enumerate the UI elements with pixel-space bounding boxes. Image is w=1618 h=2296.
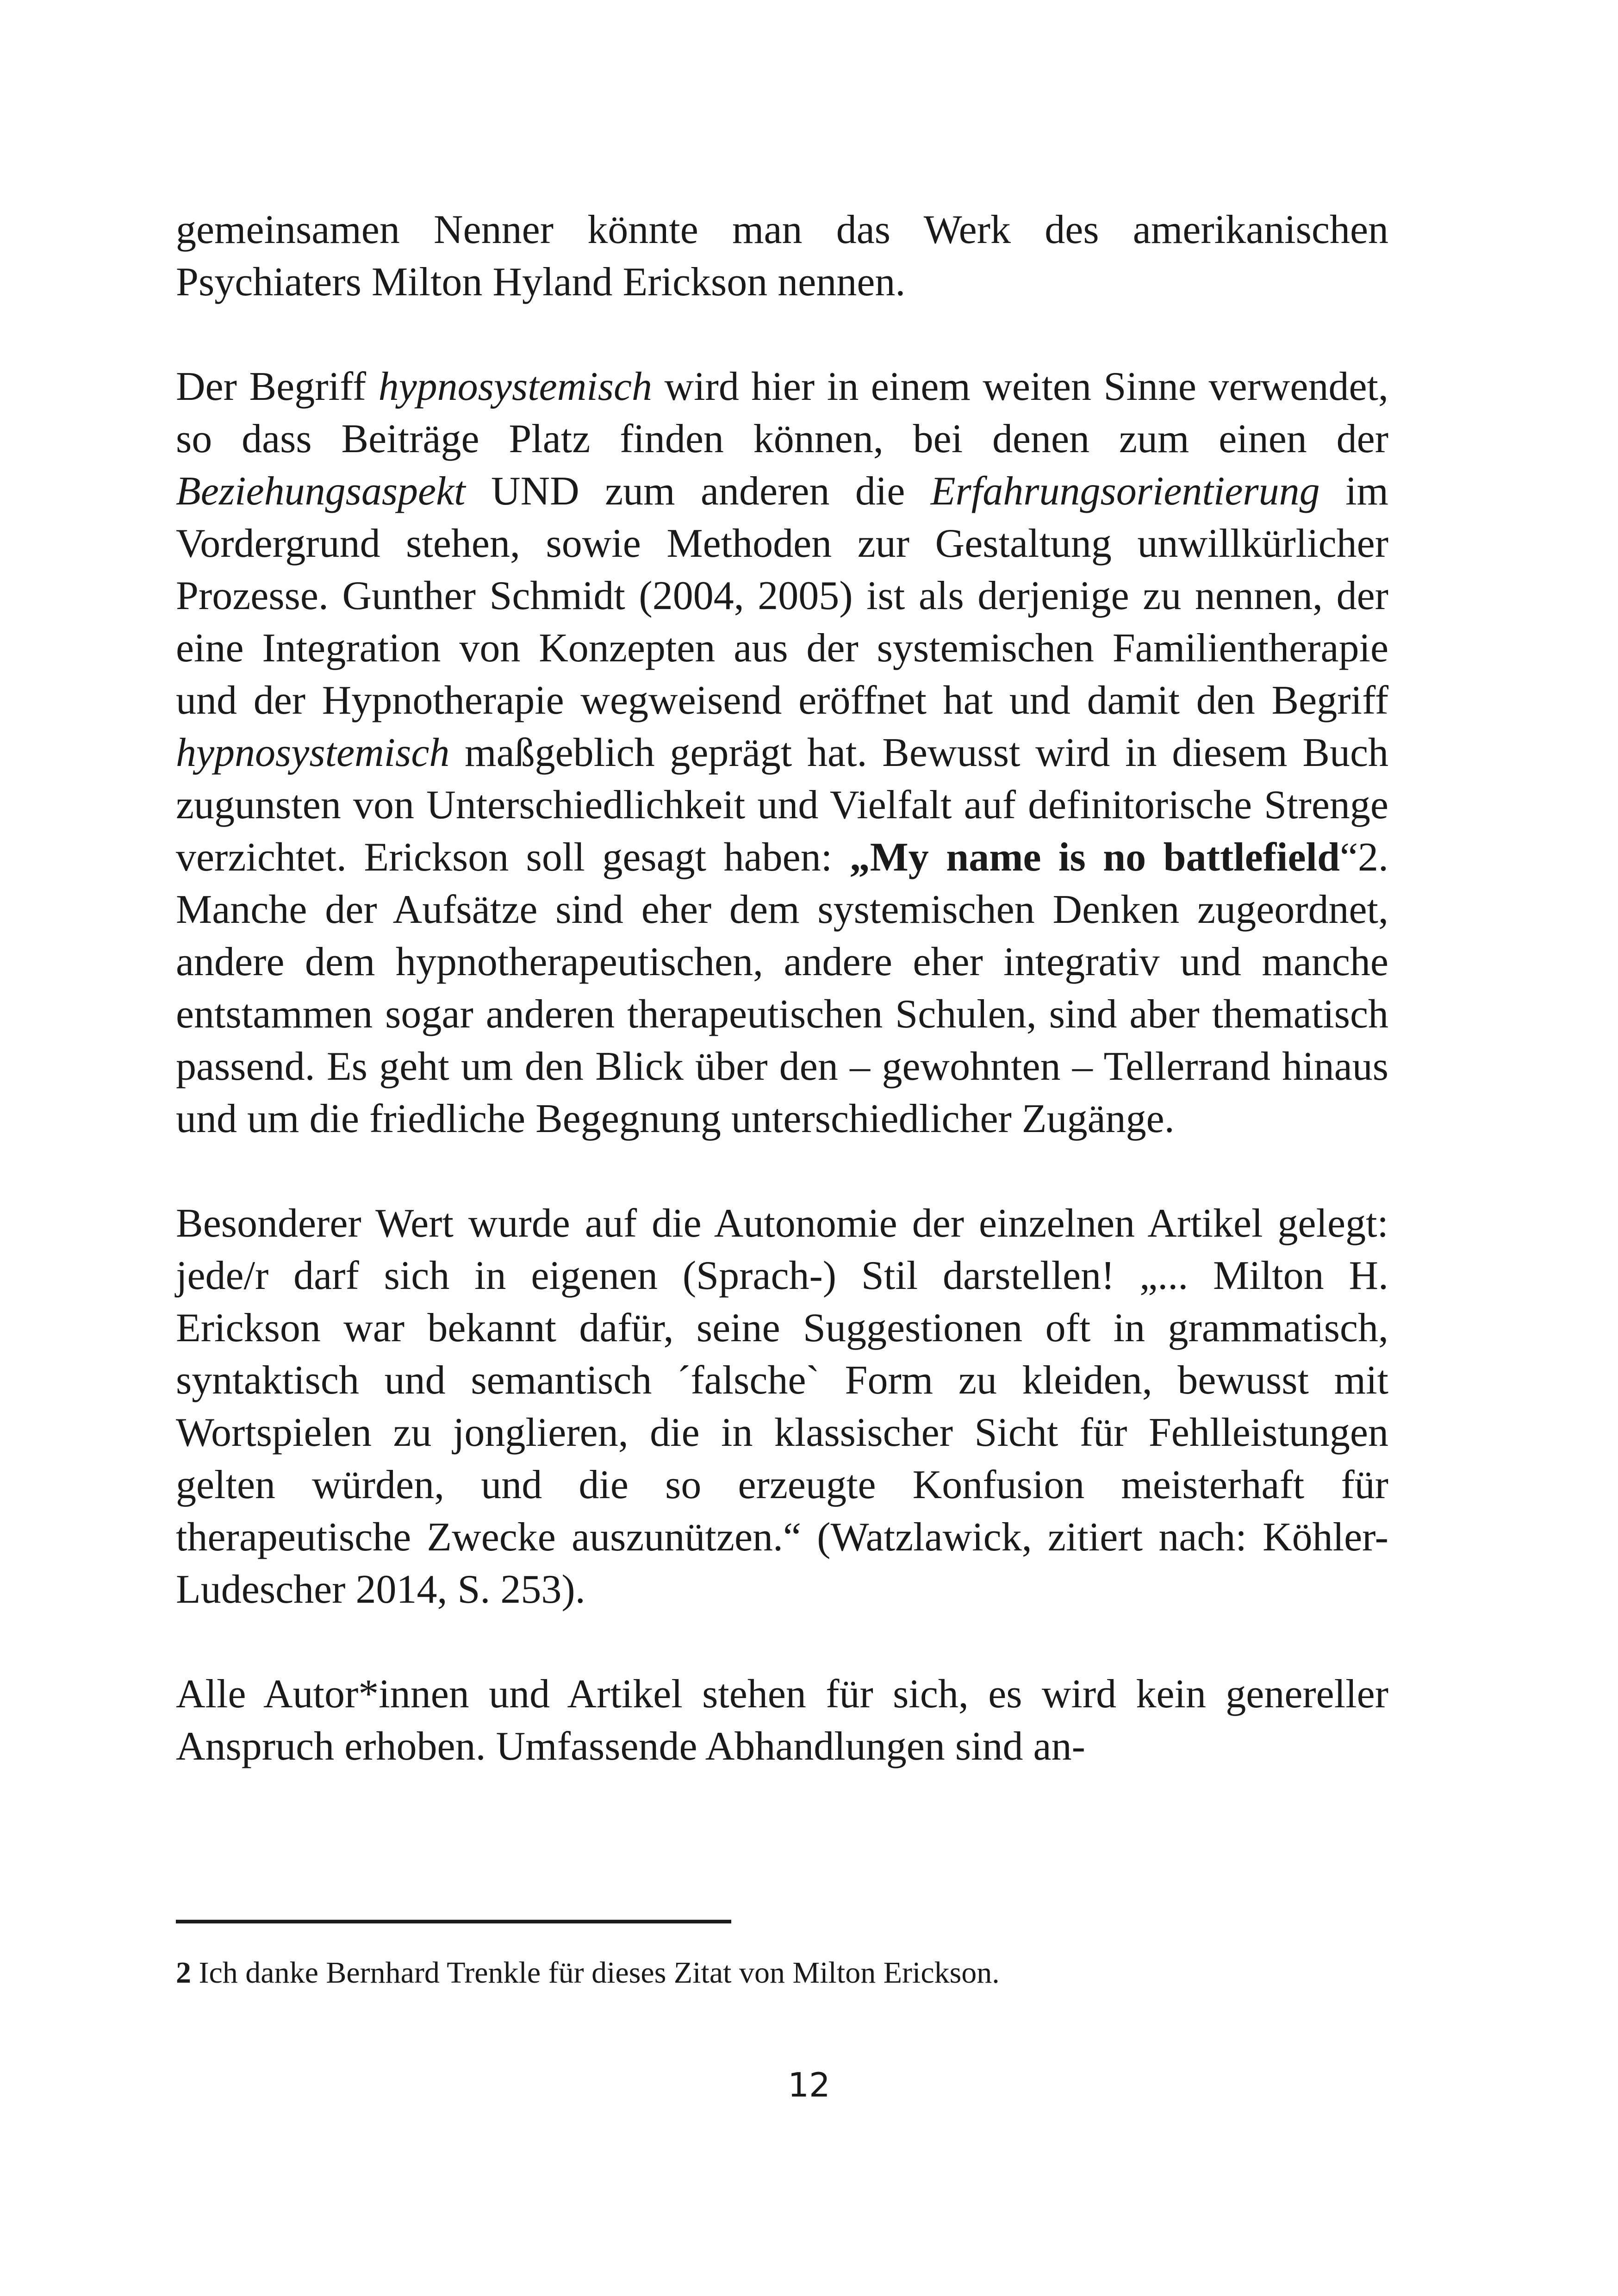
term-hypnosystemisch: hypnosystemisch [378,364,652,409]
footnote [176,1952,1388,1994]
paragraph-2-segment-1: Der Begriff [176,364,379,409]
paragraph-4-text: Alle Autor*innen und Artikel stehen für sich, es wird kein genereller Anspruch erhoben. Umfassende Abhandlungen sind an- [176,1672,1388,1769]
paragraph-2-segment-6: “2. Manche der Aufsätze sind eher dem systemischen Denken zugeordnet, andere dem hypnotherapeutischen, andere eher integrativ und manche entstammen sogar anderen therapeutischen Schulen, sind aber thematisch passend. Es geht um den Blick über den – gewohnten – Tellerrand hinaus und um die friedliche Begegnung unterschiedlicher Zugänge. [176,835,1388,1141]
paragraph-4 [176,1668,1388,1773]
footnote-text: Ich danke Bernhard Trenkle für dieses Zitat von Milton Erickson. [191,1956,1000,1990]
term-hypnosystemisch-2: hypnosystemisch [176,730,450,775]
paragraph-2-segment-5: maßgeblich geprägt hat. Bewusst wird in diesem Buch zugunsten von Unterschiedlichkeit und Vielfalt auf definitorische Strenge verzichtet. Erickson soll gesagt haben: [176,730,1388,880]
quote-battlefield: „My name is no battlefield [849,835,1340,880]
footnote-divider [176,1920,731,1923]
paragraph-1-text: gemeinsamen Nenner könnte man das Werk des amerikanischen Psychiaters Milton Hyland Erickson nennen. [176,207,1388,305]
paragraph-3-text: Besonderer Wert wurde auf die Autonomie der einzelnen Artikel gelegt: jede/r darf sich in eigenen (Sprach-) Stil darstellen! „... Milton H. Erickson war bekannt dafür, seine Suggestionen oft in grammatisch, syntaktisch und semantisch ´falsche` Form zu kleiden, bewusst mit Wortspielen zu jonglieren, die in klassischer Sicht für Fehlleistungen gelten würden, und die so erzeugte Konfusion meisterhaft für therapeutische Zwecke auszunützen.“ (Watzlawick, zitiert nach: Köhler-Ludescher 2014, S. 253). [176,1201,1388,1612]
paragraph-2-segment-4: im Vordergrund stehen, sowie Methoden zur Gestaltung unwillkürlicher Prozesse. Gunther Schmidt (2004, 2005) ist als derjenige zu nennen, der eine Integration von Konzepten aus der systemischen Familientherapie und der Hypnotherapie wegweisend eröffnet hat und damit den Begriff [176,469,1388,723]
footnote-number: 2 [176,1956,191,1990]
paragraph-2-segment-2: wird hier in einem weiten Sinne verwendet, so dass Beiträge Platz finden können, bei denen zum einen der [176,364,1389,461]
paragraph-2 [176,361,1388,1145]
paragraph-3 [176,1197,1388,1616]
body-text [176,204,1388,1773]
paragraph-2-segment-3: UND zum anderen die [465,469,931,514]
term-beziehungsaspekt: Beziehungsaspekt [176,469,466,514]
paragraph-1 [176,204,1388,308]
page-number: 12 [788,2066,830,2104]
term-erfahrungsorientierung: Erfahrungsorientierung [930,469,1320,514]
